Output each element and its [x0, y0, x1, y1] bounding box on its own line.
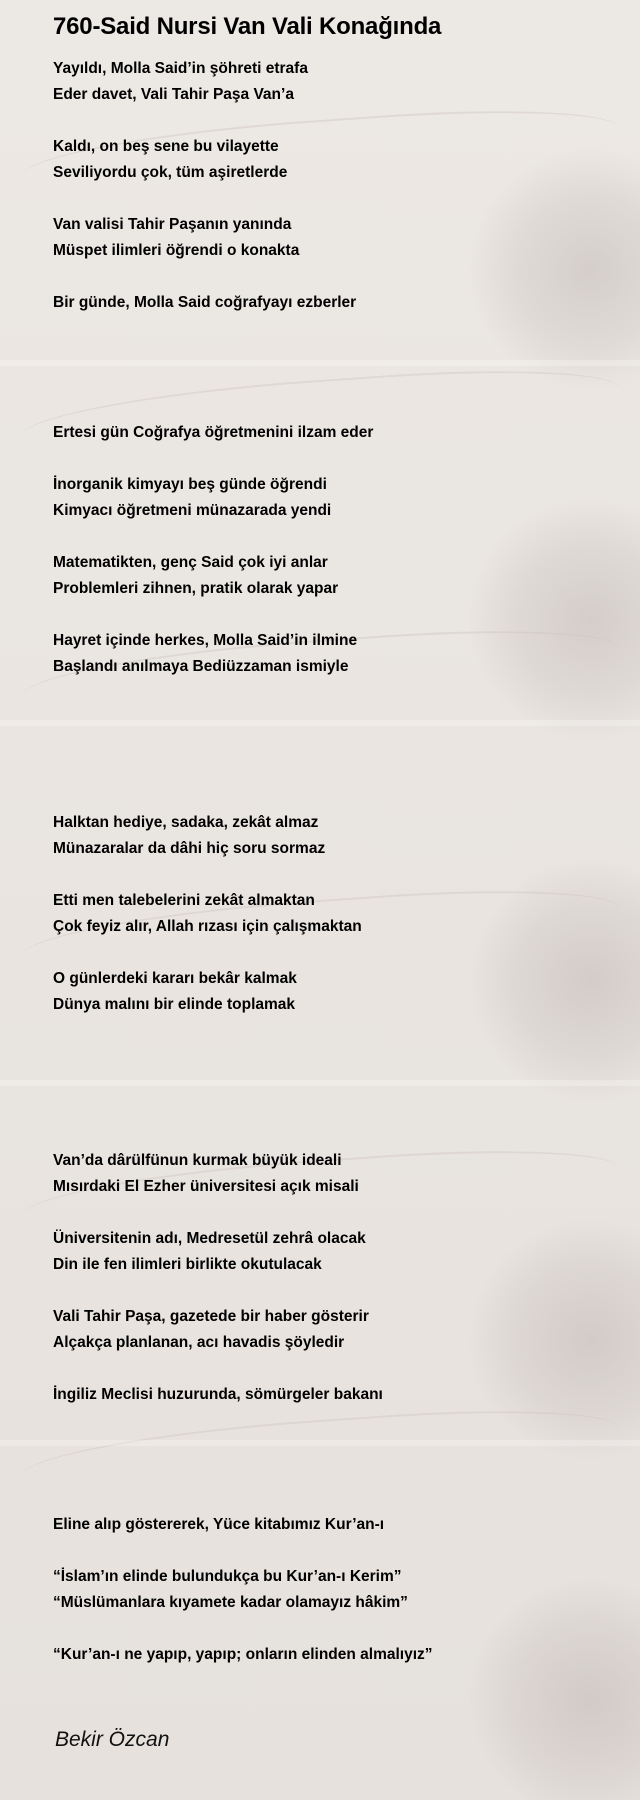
poem-line: O günlerdeki kararı bekâr kalmak [53, 970, 297, 987]
poem-line: Kimyacı öğretmeni münazarada yendi [53, 502, 332, 519]
poem-line: Bir günde, Molla Said coğrafyayı ezberler [53, 294, 357, 311]
poem-line: Dünya malını bir elinde toplamak [53, 996, 296, 1013]
stanza [53, 212, 613, 264]
poem-line: Matematikten, genç Said çok iyi anlar [53, 554, 328, 571]
stanza [53, 810, 613, 862]
section-gap [53, 342, 613, 420]
poem-body [53, 56, 613, 1668]
poem-line: “Müslümanlara kıyamete kadar olamayız hâkim” [53, 1594, 408, 1611]
poem-line: Alçakça planlanan, acı havadis şöyledir [53, 1334, 345, 1351]
stanza [53, 1642, 613, 1668]
poem-line: Eline alıp göstererek, Yüce kitabımız Kur’an-ı [53, 1516, 385, 1533]
poem-section [53, 1512, 613, 1668]
poem-section [53, 420, 613, 680]
poem-line: Din ile fen ilimleri birlikte okutulacak [53, 1256, 322, 1273]
poem-line: Vali Tahir Paşa, gazetede bir haber gösterir [53, 1308, 369, 1325]
poem-line: Üniversitenin adı, Medresetül zehrâ olacak [53, 1230, 366, 1247]
poem-line: “İslam’ın elinde bulundukça bu Kur’an-ı Kerim” [53, 1568, 402, 1585]
section-gap [53, 1434, 613, 1512]
stanza [53, 1304, 613, 1356]
poem-line: Kaldı, on beş sene bu vilayette [53, 138, 279, 155]
poem-line: Etti men talebelerini zekât almaktan [53, 892, 315, 909]
poem-line: Münazaralar da dâhi hiç soru sormaz [53, 840, 326, 857]
poem-line: Van’da dârülfünun kurmak büyük ideali [53, 1152, 342, 1169]
stanza [53, 472, 613, 524]
stanza [53, 1382, 613, 1408]
poem-line: Yayıldı, Molla Said’in şöhreti etrafa [53, 60, 308, 77]
stanza [53, 134, 613, 186]
poem-line: Başlandı anılmaya Bediüzzaman ismiyle [53, 658, 349, 675]
poem-line: Halktan hediye, sadaka, zekât almaz [53, 814, 319, 831]
poem-line: Eder davet, Vali Tahir Paşa Van’a [53, 86, 294, 103]
poem-section [53, 56, 613, 316]
poem-line: Van valisi Tahir Paşanın yanında [53, 216, 292, 233]
stanza [53, 628, 613, 680]
poem-line: Ertesi gün Coğrafya öğretmenini ilzam eder [53, 424, 374, 441]
poem-line: İngiliz Meclisi huzurunda, sömürgeler bakanı [53, 1386, 383, 1403]
stanza [53, 420, 613, 446]
section-gap [53, 1044, 613, 1148]
poem-section [53, 810, 613, 1018]
stanza [53, 966, 613, 1018]
poem-author: Bekir Özcan [55, 1728, 170, 1751]
poem-line: Müspet ilimleri öğrendi o konakta [53, 242, 300, 259]
poem-line: İnorganik kimyayı beş günde öğrendi [53, 476, 327, 493]
poem-line: Hayret içinde herkes, Molla Said’in ilmine [53, 632, 358, 649]
stanza [53, 1148, 613, 1200]
poem-section [53, 1148, 613, 1408]
poem-line: Çok feyiz alır, Allah rızası için çalışmaktan [53, 918, 362, 935]
stanza [53, 290, 613, 316]
poem-line: “Kur’an-ı ne yapıp, yapıp; onların elinden almalıyız” [53, 1646, 433, 1663]
poem-line: Seviliyordu çok, tüm aşiretlerde [53, 164, 288, 181]
stanza [53, 1564, 613, 1616]
stanza [53, 1512, 613, 1538]
stanza [53, 1226, 613, 1278]
section-gap [53, 706, 613, 810]
stanza [53, 888, 613, 940]
poem-title: 760-Said Nursi Van Vali Konağında [53, 13, 442, 40]
poem-line: Problemleri zihnen, pratik olarak yapar [53, 580, 339, 597]
stanza [53, 56, 613, 108]
poem-line: Mısırdaki El Ezher üniversitesi açık misali [53, 1178, 359, 1195]
stanza [53, 550, 613, 602]
